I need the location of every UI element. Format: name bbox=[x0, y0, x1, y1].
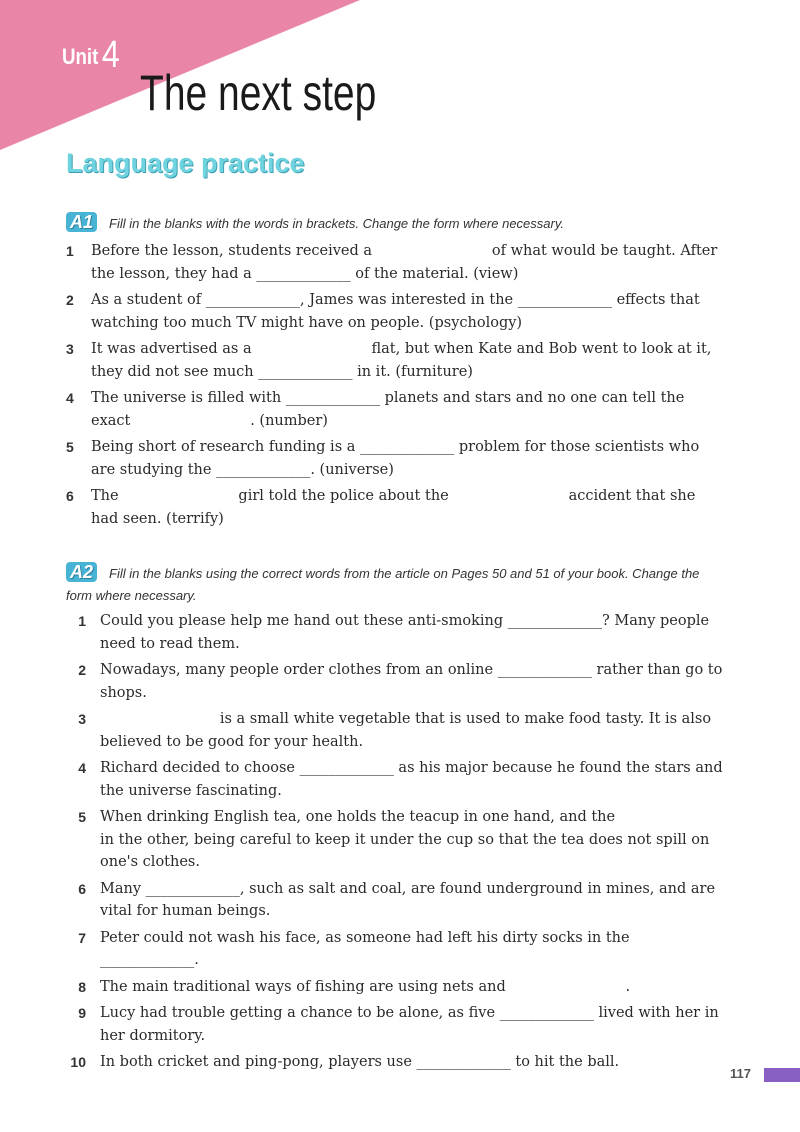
a1-item-3 bbox=[66, 338, 726, 383]
a2-item-9 bbox=[66, 1002, 726, 1047]
a1-item-4 bbox=[66, 387, 726, 432]
a2-item-4 bbox=[66, 757, 726, 802]
a2-instruction: Fill in the blanks using the correct words from the article on Pages 50 and 51 of your book. Change the form where necessary. bbox=[66, 566, 700, 603]
item-number: 5 bbox=[78, 809, 86, 825]
a1-instruction-row bbox=[66, 212, 726, 235]
page-title: The next step bbox=[140, 65, 377, 121]
a2-item-7 bbox=[66, 927, 726, 972]
page-number-bar bbox=[764, 1068, 800, 1082]
item-text: is a small white vegetable that is used to make food tasty. It is also believed to be good for your health. bbox=[100, 711, 716, 750]
a1-item-5 bbox=[66, 436, 726, 481]
a1-item-1 bbox=[66, 240, 726, 285]
item-text: Nowadays, many people order clothes from an online _____________ rather than go to shops. bbox=[100, 662, 727, 701]
item-text: Before the lesson, students received a of what would be taught. After the lesson, they had a _____________ of the material. (view) bbox=[91, 243, 722, 282]
item-text: Could you please help me hand out these anti-smoking _____________? Many people need to read them. bbox=[100, 613, 714, 652]
a2-items bbox=[66, 610, 735, 1078]
a1-instruction: Fill in the blanks with the words in brackets. Change the form where necessary. bbox=[109, 216, 564, 231]
item-text: Richard decided to choose _____________ as his major because he found the stars and the universe fascinating. bbox=[100, 760, 728, 799]
item-text: The universe is filled with _____________ planets and stars and no one can tell the exact . (number) bbox=[91, 390, 689, 429]
item-text: The main traditional ways of fishing are using nets and . bbox=[100, 978, 631, 995]
a2-item-3 bbox=[66, 708, 726, 753]
a1-item-6 bbox=[66, 485, 726, 530]
item-text: Many _____________, such as salt and coal, are found underground in mines, and are vital for human beings. bbox=[100, 880, 720, 919]
a2-item-8 bbox=[66, 976, 726, 999]
a2-item-1 bbox=[66, 610, 726, 655]
item-number: 3 bbox=[78, 711, 86, 727]
item-text: As a student of _____________, James was interested in the _____________ effects that watching too much TV might have on people. (psychology) bbox=[91, 292, 705, 331]
item-number: 10 bbox=[70, 1054, 86, 1070]
item-number: 7 bbox=[78, 929, 86, 946]
item-number: 3 bbox=[66, 341, 74, 357]
item-number: 8 bbox=[78, 978, 86, 995]
item-text: Being short of research funding is a _____________ problem for those scientists who are studying the _____________. (universe) bbox=[91, 439, 704, 478]
unit-word: Unit bbox=[62, 44, 99, 69]
a2-item-5 bbox=[66, 806, 735, 874]
item-number: 1 bbox=[66, 243, 74, 259]
item-number: 9 bbox=[78, 1005, 86, 1021]
item-text: Peter could not wash his face, as someone had left his dirty socks in the _____________. bbox=[100, 929, 635, 968]
item-text: Lucy had trouble getting a chance to be alone, as five _____________ lived with her in her dormitory. bbox=[100, 1005, 724, 1044]
item-number: 5 bbox=[66, 439, 74, 455]
a1-items bbox=[66, 240, 726, 534]
item-number: 6 bbox=[66, 488, 74, 504]
item-number: 2 bbox=[78, 662, 86, 678]
item-number: 4 bbox=[78, 760, 86, 776]
a2-item-10 bbox=[66, 1051, 726, 1074]
a2-instruction-row bbox=[66, 562, 726, 607]
item-text: It was advertised as a flat, but when Kate and Bob went to look at it, they did not see much _____________ in it. (furniture) bbox=[91, 341, 716, 380]
unit-number: 4 bbox=[101, 34, 120, 76]
unit-label bbox=[62, 34, 120, 77]
item-number: 6 bbox=[78, 880, 86, 897]
item-number: 1 bbox=[78, 613, 86, 629]
a1-item-2 bbox=[66, 289, 726, 334]
item-number: 4 bbox=[66, 390, 74, 406]
item-text: The girl told the police about the accident that she had seen. (terrify) bbox=[91, 488, 700, 527]
item-text: When drinking English tea, one holds the teacup in one hand, and the in the other, being careful to keep it under the cup so that the tea does not spill on one's clothes. bbox=[100, 809, 735, 870]
a2-item-2 bbox=[66, 659, 726, 704]
a2-badge: A2 bbox=[66, 562, 97, 582]
a1-badge: A1 bbox=[66, 212, 97, 232]
item-number: 2 bbox=[66, 292, 74, 308]
item-text: In both cricket and ping-pong, players use _____________ to hit the ball. bbox=[100, 1054, 620, 1070]
page-number: 117 bbox=[730, 1066, 751, 1081]
a2-item-6 bbox=[66, 878, 726, 923]
section-heading: Language practice bbox=[66, 148, 305, 178]
